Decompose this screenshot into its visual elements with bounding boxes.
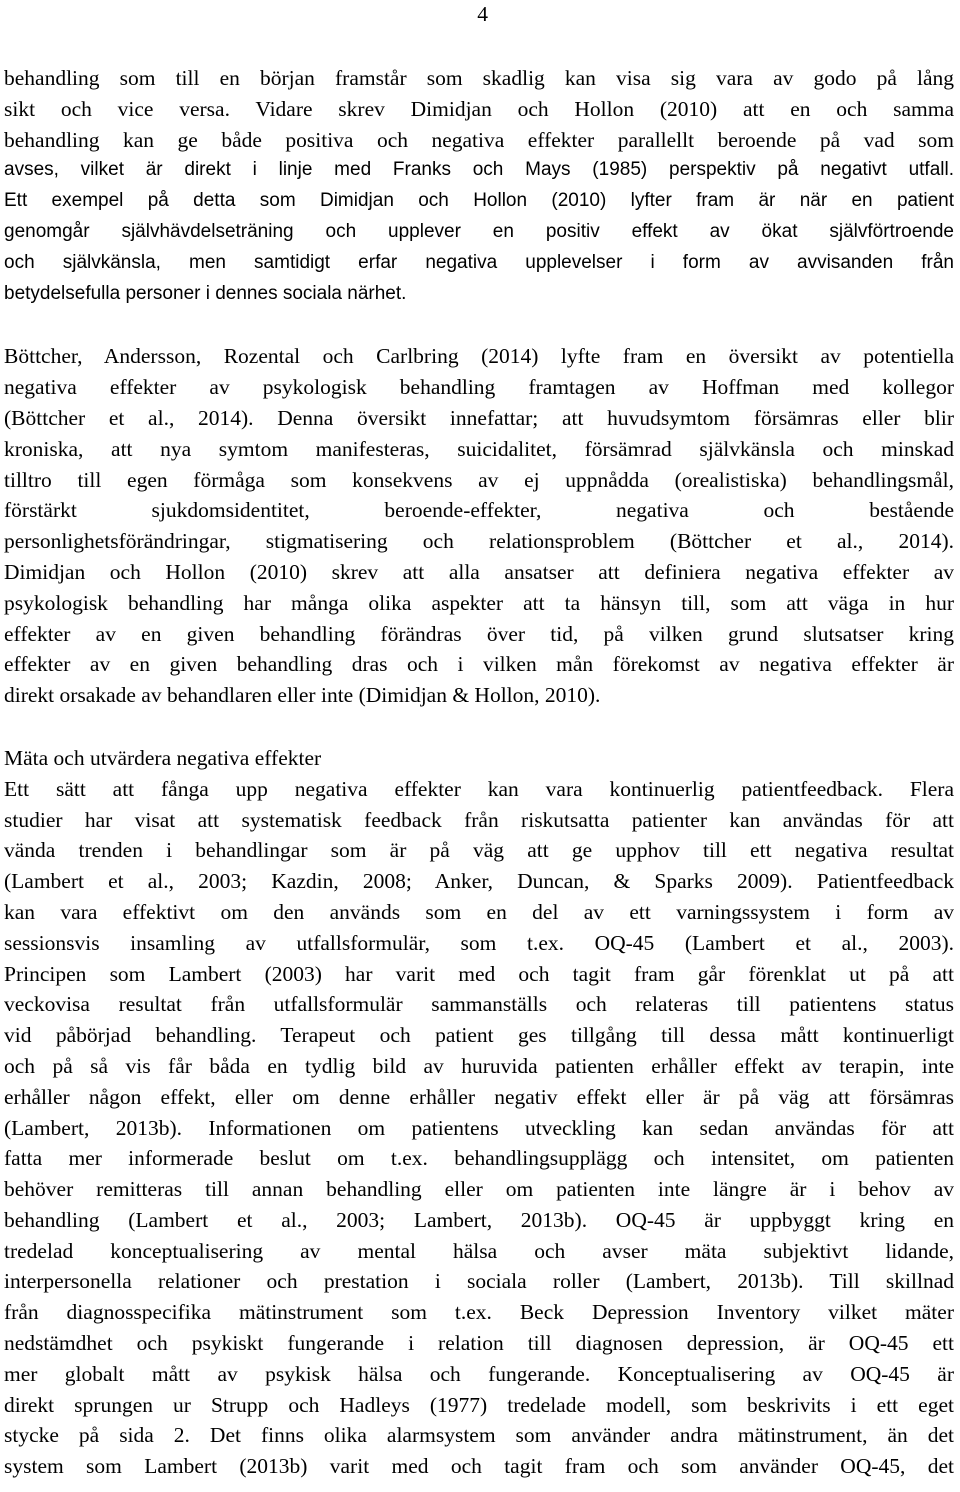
paragraph-line: direkt sprungen ur Strupp och Hadleys (1977) tredelade modell, som beskrivits i ett eget: [4, 1392, 954, 1417]
paragraph-line: från diagnosspecifika mätinstrument som t.ex. Beck Depression Inventory vilket mäter: [4, 1300, 954, 1325]
paragraph-line: effekter av en given behandling förändras över tid, på vilken grund slutsatser kring: [4, 621, 954, 646]
paragraph-line: nedstämdhet och psykiskt fungerande i relation till diagnosen depression, är OQ-45 ett: [4, 1331, 954, 1356]
paragraph-line: (Lambert, 2013b). Informationen om patientens utveckling kan sedan användas för att: [4, 1115, 954, 1140]
paragraph-line: behandling (Lambert et al., 2003; Lambert, 2013b). OQ-45 är uppbyggt kring en: [4, 1207, 954, 1232]
paragraph-line: stycke på sida 2. Det finns olika alarmsystem som använder andra mätinstrument, än det: [4, 1423, 954, 1448]
paragraph-line: vända trenden i behandlingar som är på väg att ge upphov till ett negativa resultat: [4, 838, 954, 863]
paragraph-line: behandling som till en början framstår som skadlig kan visa sig vara av godo på lång: [4, 66, 954, 90]
paragraph-line: Ett sätt att fånga upp negativa effekter kan vara kontinuerlig patientfeedback. Flera: [4, 776, 954, 801]
paragraph-line: negativa effekter av psykologisk behandling framtagen av Hoffman med kollegor: [4, 375, 954, 400]
paragraph-line: studier har visat att systematisk feedback från riskutsatta patienter kan användas för att: [4, 807, 954, 832]
paragraph-line: Böttcher, Andersson, Rozental och Carlbring (2014) lyfte fram en översikt av potentiella: [4, 344, 954, 369]
paragraph-line: direkt orsakade av behandlaren eller inte (Dimidjan & Hollon, 2010).: [4, 683, 601, 708]
paragraph-line: tilltro till egen förmåga som konsekvens av ej uppnådda (orealistiska) behandlingsmål,: [4, 467, 954, 492]
paragraph-line: system som Lambert (2013b) varit med och tagit fram och som använder OQ-45, det: [4, 1454, 954, 1479]
paragraph-line: erhåller någon effekt, eller om denne erhåller negativ effekt eller är på väg att försämras: [4, 1084, 954, 1109]
text-segment: sikt och vice versa.: [4, 96, 230, 121]
paragraph-line: Ett exempel på detta som Dimidjan och Hollon (2010) lyfter fram är när en patient: [4, 190, 954, 212]
paragraph-line: fatta mer informerade beslut om t.ex. behandlingsupplägg och intensitet, om patienten: [4, 1146, 954, 1171]
paragraph-line: avses, vilket är direkt i linje med Franks och Mays (1985) perspektiv på negativt utfall.: [4, 159, 954, 181]
paragraph-line: effekter av en given behandling dras och i vilken mån förekomst av negativa effekter är: [4, 652, 954, 677]
paragraph-line: psykologisk behandling har många olika aspekter att ta hänsyn till, som att väga in hur: [4, 590, 954, 615]
paragraph-line: och självkänsla, men samtidigt erfar negativa upplevelser i form av avvisanden från: [4, 251, 954, 273]
section-heading: Mäta och utvärdera negativa effekter: [4, 745, 322, 770]
text-segment: Vidare skrev Dimidjan och Hollon (2010) att en och samma: [229, 96, 954, 121]
paragraph-line: Dimidjan och Hollon (2010) skrev att alla ansatser att definiera negativa effekter av: [4, 559, 954, 584]
paragraph-line: behandling kan ge både positiva och negativa effekter parallellt beroende på vad som: [4, 127, 954, 152]
paragraph-spacer: [4, 309, 954, 341]
document-body: [4, 63, 954, 1482]
paragraph-line: vid påbörjad behandling. Terapeut och patient ges tillgång till dessa mått kontinuerligt: [4, 1023, 954, 1048]
paragraph-line: kroniska, att nya symtom manifesteras, suicidalitet, försämrad självkänsla och minskad: [4, 436, 954, 461]
paragraph-line: kan vara effektivt om den används som en del av ett varningssystem i form av: [4, 899, 954, 924]
paragraph-line: interpersonella relationer och prestation i sociala roller (Lambert, 2013b). Till skillnad: [4, 1269, 954, 1294]
paragraph-line: [4, 94, 954, 125]
paragraph-line: genomgår självhävdelseträning och upplever en positiv effekt av ökat självförtroende: [4, 220, 954, 242]
paragraph-2: [4, 341, 954, 711]
paragraph-line: tredelad konceptualisering av mental hälsa och avser mäta subjektivt lidande,: [4, 1238, 954, 1263]
paragraph-line: personlighetsförändringar, stigmatisering och relationsproblem (Böttcher et al., 2014).: [4, 529, 954, 554]
paragraph-line: behöver remitteras till annan behandling eller om patienten inte längre är i behov av: [4, 1177, 954, 1202]
paragraph-1: [4, 63, 954, 309]
paragraph-line: sessionsvis insamling av utfallsformulär, som t.ex. OQ-45 (Lambert et al., 2003).: [4, 930, 954, 955]
paragraph-line: förstärkt sjukdomsidentitet, beroende-effekter, negativa och bestående: [4, 498, 954, 523]
paragraph-line: och på så vis får båda en tydlig bild av huruvida patienten erhåller effekt av terapin, inte: [4, 1053, 954, 1078]
paragraph-line: veckovisa resultat från utfallsformulär sammanställs och relateras till patientens status: [4, 992, 954, 1017]
paragraph-line: mer globalt mått av psykisk hälsa och fungerande. Konceptualisering av OQ-45 är: [4, 1361, 954, 1386]
paragraph-line: (Böttcher et al., 2014). Denna översikt innefattar; att huvudsymtom försämras eller blir: [4, 405, 954, 430]
paragraph-line: (Lambert et al., 2003; Kazdin, 2008; Anker, Duncan, & Sparks 2009). Patientfeedback: [4, 869, 954, 894]
paragraph-spacer: [4, 711, 954, 743]
section-measuring-negative-effects: [4, 743, 954, 1482]
paragraph-line: Principen som Lambert (2003) har varit med och tagit fram går förenklat ut på att: [4, 961, 954, 986]
paragraph-line: betydelsefulla personer i dennes sociala närhet.: [4, 282, 407, 304]
page-number: 4: [477, 2, 488, 26]
